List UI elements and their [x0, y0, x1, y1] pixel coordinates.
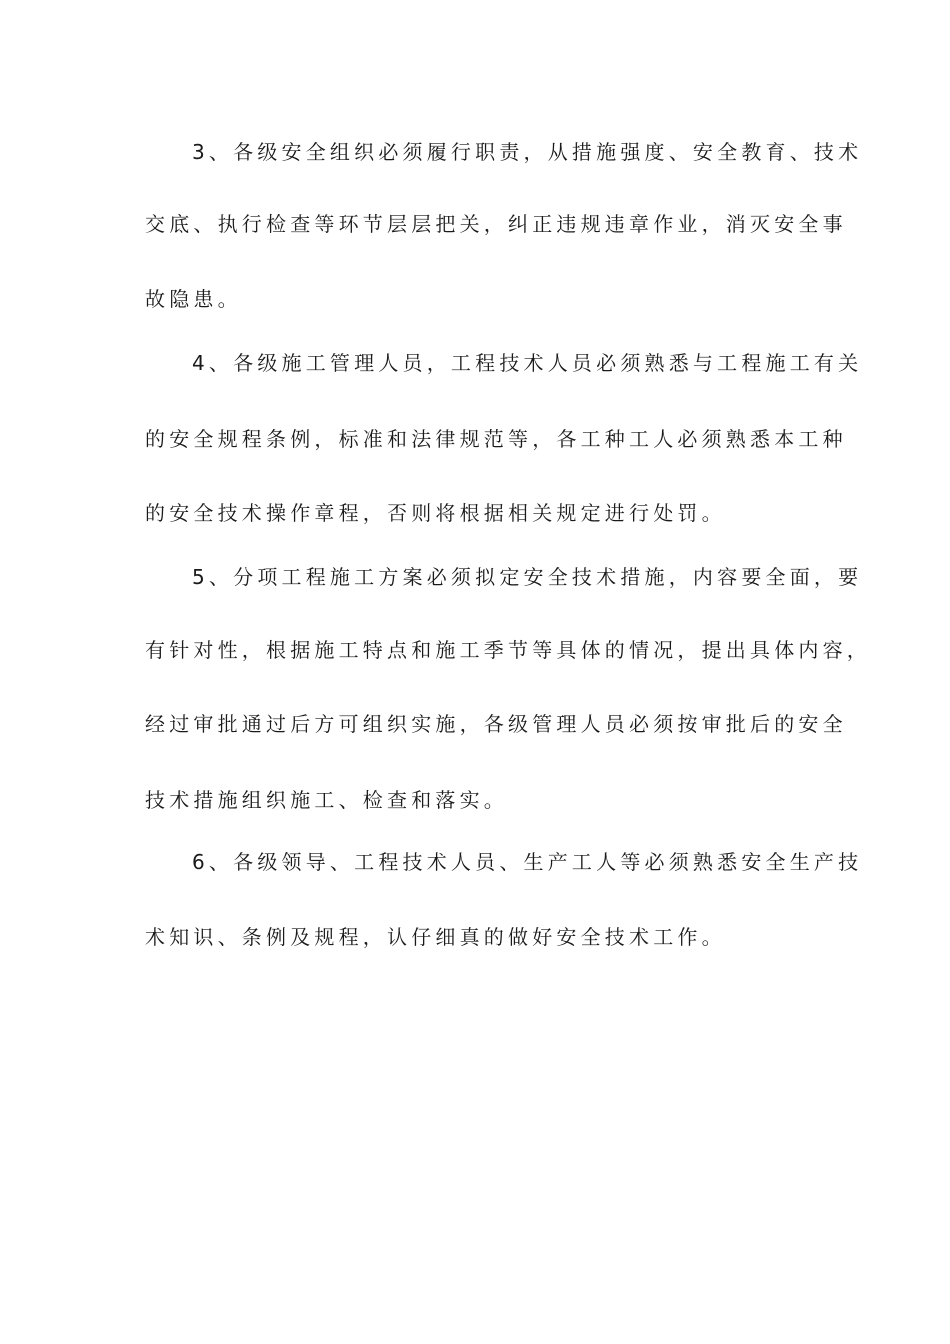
paragraph-5-line-4: 技术措施组织施工、检查和落实。 [145, 788, 508, 812]
paragraph-5-line-2: 有针对性，根据施工特点和施工季节等具体的情况，提出具体内容， [145, 638, 871, 662]
paragraph-4-line-3: 的安全技术操作章程，否则将根据相关规定进行处罚。 [145, 501, 726, 525]
paragraph-5-line-1: 5、分项工程施工方案必须拟定安全技术措施，内容要全面，要 [192, 565, 863, 589]
paragraph-5-line-3: 经过审批通过后方可组织实施，各级管理人员必须按审批后的安全 [145, 712, 847, 736]
paragraph-3-line-1: 3、各级安全组织必须履行职责，从措施强度、安全教育、技术 [192, 140, 863, 164]
paragraph-6-line-1: 6、各级领导、工程技术人员、生产工人等必须熟悉安全生产技 [192, 850, 863, 874]
paragraph-4-line-2: 的安全规程条例，标准和法律规范等，各工种工人必须熟悉本工种 [145, 427, 847, 451]
paragraph-4-line-1: 4、各级施工管理人员，工程技术人员必须熟悉与工程施工有关 [192, 351, 863, 375]
paragraph-6-line-2: 术知识、条例及规程，认仔细真的做好安全技术工作。 [145, 925, 726, 949]
paragraph-3-line-3: 故隐患。 [145, 287, 242, 311]
paragraph-3-line-2: 交底、执行检查等环节层层把关，纠正违规违章作业，消灭安全事 [145, 212, 847, 236]
